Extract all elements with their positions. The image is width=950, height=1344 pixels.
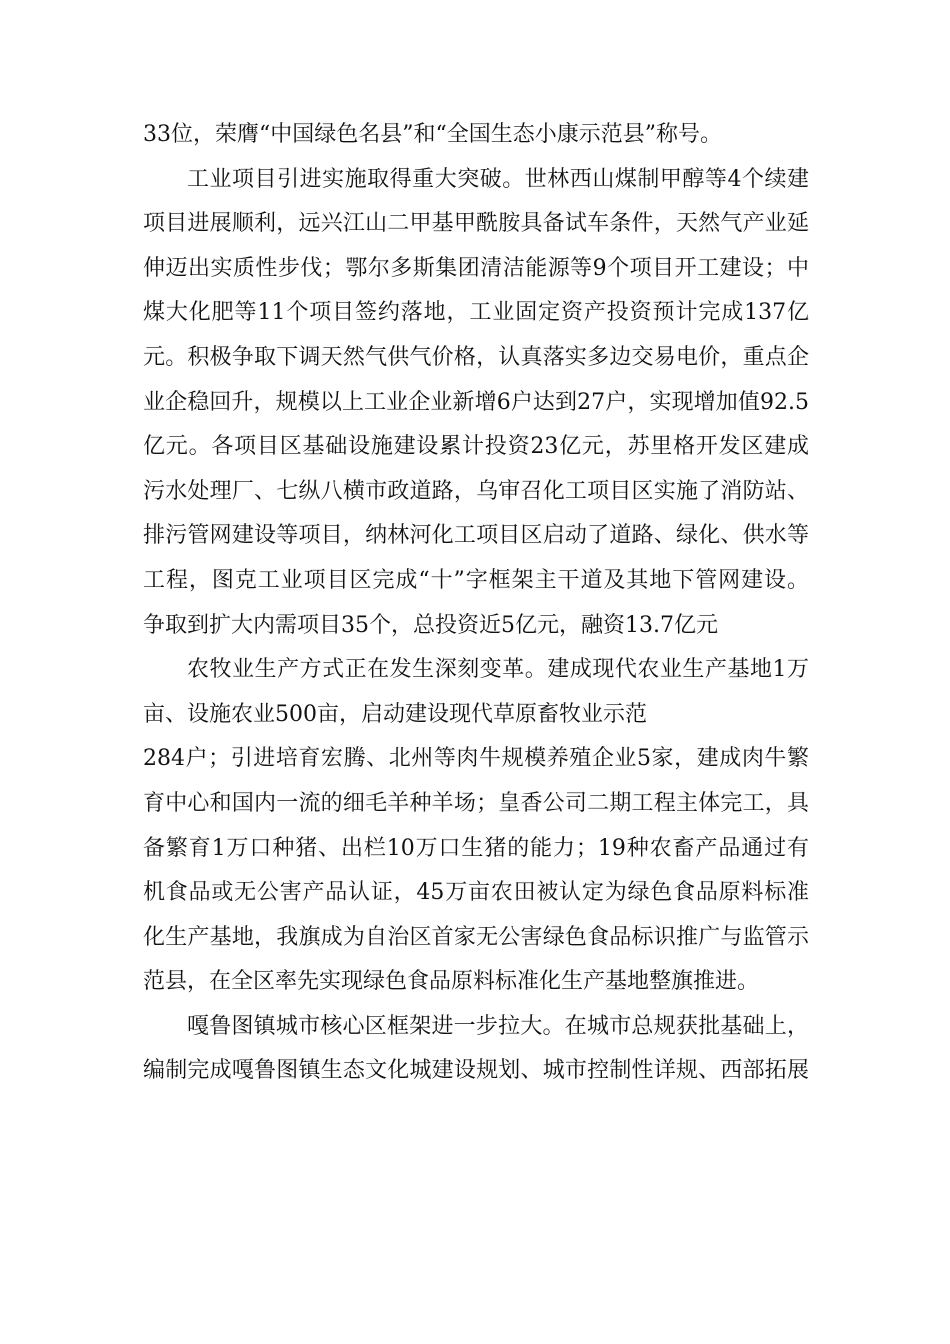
text-line: 化生产基地，我旗成为自治区首家无公害绿色食品标识推广与监管示 [143, 924, 809, 950]
text-line: 煤大化肥等11个项目签约落地，工业固定资产投资预计完成137亿 [143, 300, 809, 326]
text-line: 业企稳回升，规模以上工业企业新增6户达到27户，实现增加值92.5 [143, 389, 809, 415]
paragraph-first-line: 工业项目引进实施取得重大突破。世林西山煤制甲醇等4个续建 [187, 166, 809, 192]
text-line: 备繁育1万口种猪、出栏10万口生猪的能力；19种农畜产品通过有 [143, 835, 809, 861]
text-line: 亩、设施农业500亩，启动建设现代草原畜牧业示范 [143, 701, 647, 727]
text-line: 284户；引进培育宏腾、北州等肉牛规模养殖企业5家，建成肉牛繁 [143, 746, 809, 772]
text-line: 伸迈出实质性步伐；鄂尔多斯集团清洁能源等9个项目开工建设；中 [143, 255, 809, 281]
text-line: 污水处理厂、七纵八横市政道路，乌审召化工项目区实施了消防站、 [143, 478, 809, 504]
text-line: 育中心和国内一流的细毛羊种羊场；皇香公司二期工程主体完工，具 [143, 790, 809, 816]
text-line: 33位，荣膺“中国绿色名县”和“全国生态小康示范县”称号。 [143, 122, 722, 147]
paragraph-first-line: 嘎鲁图镇城市核心区框架进一步拉大。在城市总规获批基础上， [187, 1013, 809, 1039]
text-line: 排污管网建设等项目，纳林河化工项目区启动了道路、绿化、供水等 [143, 523, 809, 549]
body-text [143, 113, 809, 1094]
text-line: 项目进展顺利，远兴江山二甲基甲酰胺具备试车条件，天然气产业延 [143, 211, 809, 237]
paragraph-first-line: 农牧业生产方式正在发生深刻变革。建成现代农业生产基地1万 [187, 657, 809, 683]
text-line: 范县，在全区率先实现绿色食品原料标准化生产基地整旗推进。 [143, 969, 760, 995]
text-line: 机食品或无公害产品认证，45万亩农田被认定为绿色食品原料标准 [143, 880, 809, 906]
text-line: 亿元。各项目区基础设施建设累计投资23亿元，苏里格开发区建成 [143, 434, 809, 460]
text-line: 元。积极争取下调天然气供气价格，认真落实多边交易电价，重点企 [143, 344, 809, 370]
text-line: 工程，图克工业项目区完成“十”字框架主干道及其地下管网建设。 [143, 567, 809, 593]
text-line: 编制完成嘎鲁图镇生态文化城建设规划、城市控制性详规、西部拓展 [143, 1058, 809, 1084]
text-line: 争取到扩大内需项目35个，总投资近5亿元，融资13.7亿元 [143, 612, 718, 638]
